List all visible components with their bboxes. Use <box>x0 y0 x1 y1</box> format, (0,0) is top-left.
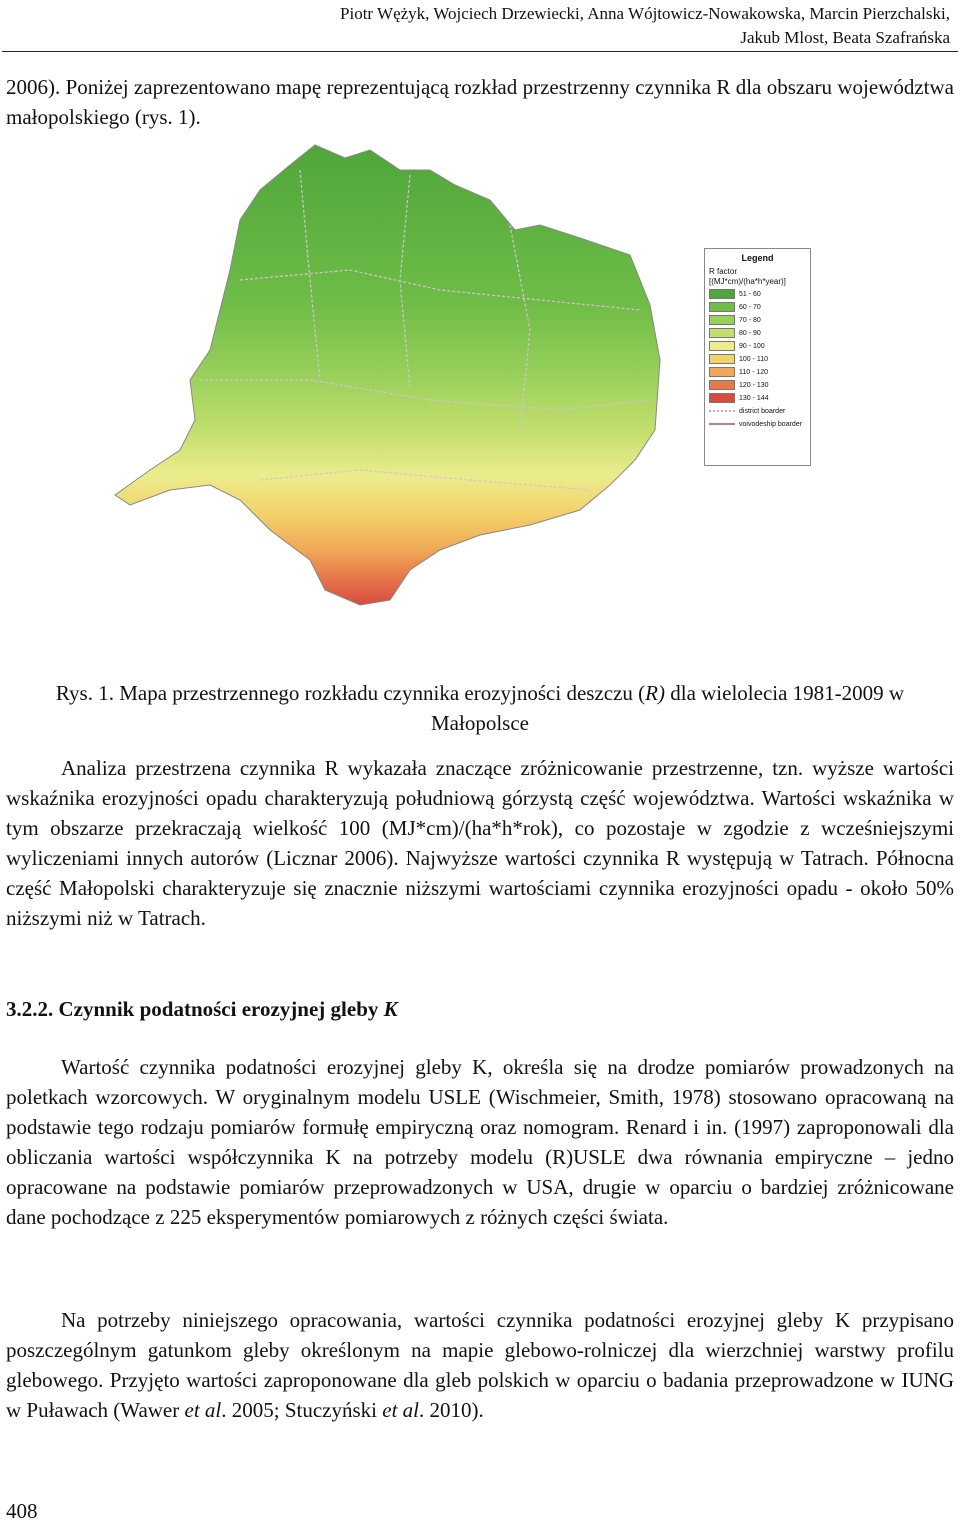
k-para-2-part-b: . 2005; Stuczyński <box>221 1398 383 1422</box>
caption-prefix: Rys. 1. Mapa przestrzennego rozkładu czynnika erozyjności deszczu ( <box>55 681 646 705</box>
k-factor-paragraph-1: Wartość czynnika podatności erozyjnej gleby K, określa się na drodze pomiarów prowadzonych na poletkach wzorcowych. W oryginalnym modelu USLE (Wischmeier, Smith, 1978) stosowano opracowaną na podstawie tego rodzaju pomiarów formułę empiryczną oraz nomogram. Renard i in. (1997) zaproponowali dla obliczania wartości współczynnika K na potrzeby modelu (R)USLE dwa równania empiryczne – jedno opracowane na podstawie pomiarów przeprowadzonych w USA, drugie w oparciu o bardziej zróżnicowane dane pochodzące z 225 eksperymentów pomiarowych z różnych części świata. <box>6 1055 954 1229</box>
voivodeship-border-label: voivodeship boarder <box>739 420 803 428</box>
header-rule <box>2 51 958 52</box>
legend-class-row <box>709 340 806 352</box>
legend-class-row <box>709 366 806 378</box>
authors-line-2: Jakub Mlost, Beata Szafrańska <box>740 28 950 47</box>
section-heading-symbol: K <box>383 997 398 1021</box>
legend-class-label: 60 - 70 <box>739 303 761 311</box>
legend-class-label: 80 - 90 <box>739 329 761 337</box>
legend-class-label: 120 - 130 <box>739 381 769 389</box>
legend-class-label: 100 - 110 <box>739 355 769 363</box>
legend-class-row <box>709 392 806 404</box>
caption-suffix: dla wielolecia 1981-2009 w Małopolsce <box>431 681 905 735</box>
legend-swatch <box>709 315 735 325</box>
legend-class-row <box>709 353 806 365</box>
legend-class-label: 51 - 60 <box>739 290 761 298</box>
voivodeship-border-swatch <box>709 419 735 429</box>
legend-swatch <box>709 341 735 351</box>
page-number: 408 <box>6 1499 38 1523</box>
analysis-paragraph: Analiza przestrzena czynnika R wykazała znaczące zróżnicowanie przestrzenne, tzn. wyższe wartości wskaźnika erozyjności opadu charakteryzują południową górzystą część województwa. Wartości wskaźnika w tym obszarze przekraczają wielkość 100 (MJ*cm)/(ha*h*rok), co pozostaje w zgodzie z wcześniejszymi wyliczeniami innych autorów (Licznar 2006). Najwyższe wartości czynnika R występują w Tatrach. Północna część Małopolski charakteryzuje się znacznie niższymi wartościami czynnika erozyjności opadu - około 50% niższymi niż w Tatrach. <box>6 756 954 930</box>
k-para-2-part-a: Na potrzeby niniejszego opracowania, wartości czynnika podatności erozyjnej gleby K przypisano poszczególnym gatunkom gleby określonym na mapie glebowo-rolniczej dla wierzchniej warstwy profilu glebowego. Przyjęto wartości zaproponowane dla gleb polskich w oparciu o badania przeprowadzone w IUNG w Puławach (Wawer <box>6 1308 954 1422</box>
legend-swatch <box>709 393 735 403</box>
legend-units: [(MJ*cm)/(ha*h*year)] <box>709 277 786 286</box>
legend-classes <box>709 288 806 404</box>
voivodeship-shape <box>115 145 660 605</box>
legend-district-border <box>709 405 806 417</box>
legend-class-row <box>709 327 806 339</box>
legend-class-label: 110 - 120 <box>739 368 769 376</box>
authors-line-1: Piotr Wężyk, Wojciech Drzewiecki, Anna Wójtowicz-Nowakowska, Marcin Pierzchalski, <box>340 4 950 23</box>
map-legend <box>704 248 811 466</box>
legend-class-label: 70 - 80 <box>739 316 761 324</box>
legend-class-label: 90 - 100 <box>739 342 765 350</box>
legend-title: Legend <box>741 253 774 263</box>
legend-class-row <box>709 301 806 313</box>
district-border-swatch <box>709 406 735 416</box>
legend-class-row <box>709 288 806 300</box>
caption-r-symbol: R) <box>645 681 665 705</box>
legend-swatch <box>709 302 735 312</box>
intro-paragraph: 2006). Poniżej zaprezentowano mapę reprezentującą rozkład przestrzenny czynnika R dla obszaru województwa małopolskiego (rys. 1). <box>6 75 954 129</box>
k-para-2-part-c: . 2010). <box>419 1398 484 1422</box>
legend-swatch <box>709 367 735 377</box>
section-heading <box>6 994 398 1024</box>
legend-swatch <box>709 328 735 338</box>
k-para-2-etal-2: et al <box>382 1398 419 1422</box>
section-heading-text: 3.2.2. Czynnik podatności erozyjnej gleby <box>6 997 384 1021</box>
legend-class-row <box>709 379 806 391</box>
legend-subtitle: R factor <box>709 267 738 276</box>
k-factor-paragraph-2 <box>6 1305 954 1425</box>
figure-caption <box>40 678 920 738</box>
district-border-label: district boarder <box>739 407 786 415</box>
legend-class-label: 130 - 144 <box>739 394 769 402</box>
running-header <box>130 2 950 50</box>
legend-class-row <box>709 314 806 326</box>
k-para-2-etal-1: et al <box>184 1398 222 1422</box>
legend-voivodeship-border <box>709 418 806 430</box>
legend-swatch <box>709 289 735 299</box>
legend-swatch <box>709 380 735 390</box>
legend-swatch <box>709 354 735 364</box>
